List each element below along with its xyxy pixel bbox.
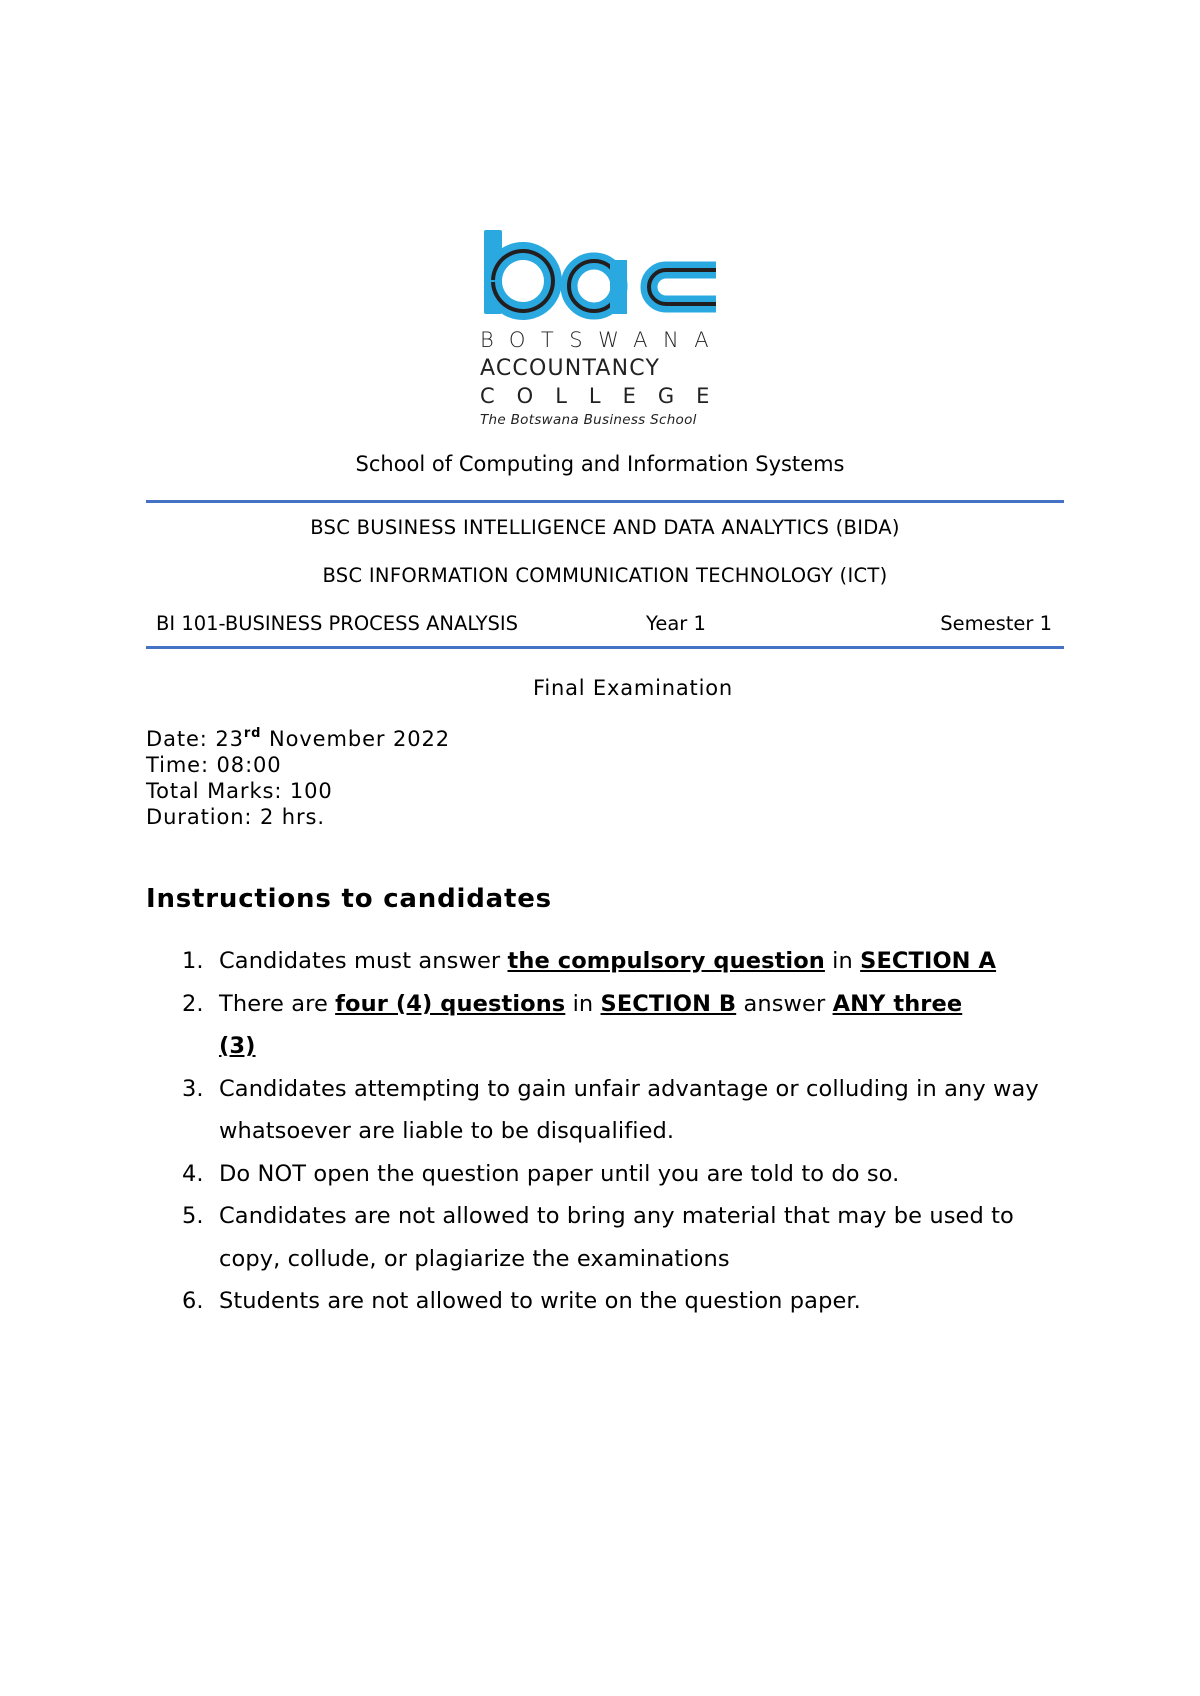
exam-meta <box>146 726 450 830</box>
logo-c-curve <box>649 270 716 304</box>
exam-time: Time: 08:00 <box>146 753 282 777</box>
list-item: 2. There are four (4) questions in SECTION B answer ANY three (3) <box>182 990 963 1059</box>
instructions-heading: Instructions to candidates <box>146 884 552 914</box>
exam-duration: Duration: 2 hrs. <box>146 805 325 829</box>
bottom-divider <box>146 646 1064 649</box>
list-item: 6. Students are not allowed to write on the question paper. <box>182 1288 861 1314</box>
school-name: School of Computing and Information Systems <box>355 452 845 476</box>
course-semester: Semester 1 <box>940 612 1052 635</box>
logo-a-stem <box>610 260 627 314</box>
logo-text-botswana: BOTSWANA <box>480 328 725 352</box>
exam-total-marks: Total Marks: 100 <box>146 779 333 803</box>
logo-text-college: COLLEGE <box>480 384 732 408</box>
course-year: Year 1 <box>646 612 706 635</box>
top-divider <box>146 500 1064 503</box>
logo-text-accountancy: ACCOUNTANCY <box>480 356 661 381</box>
exam-date: Date: 23rd November 2022 <box>146 726 451 751</box>
programme-ict: BSC INFORMATION COMMUNICATION TECHNOLOGY (ICT) <box>322 564 888 587</box>
college-logo <box>476 228 732 428</box>
list-item: 4. Do NOT open the question paper until you are told to do so. <box>182 1160 900 1187</box>
programme-bida: BSC BUSINESS INTELLIGENCE AND DATA ANALYTICS (BIDA) <box>310 516 900 539</box>
logo-tagline: The Botswana Business School <box>480 412 697 428</box>
instructions-list <box>146 940 1076 1323</box>
list-item: 5. Candidates are not allowed to bring any material that may be used to copy, collude, or plagiarize the examinations <box>182 1203 1014 1272</box>
course-code-title: BI 101-BUSINESS PROCESS ANALYSIS <box>156 612 519 635</box>
date-ordinal: rd <box>243 726 262 741</box>
list-item: 3. Candidates attempting to gain unfair advantage or colluding in any way whatsoever are liable to be disqualified. <box>182 1075 1039 1144</box>
exam-title: Final Examination <box>533 676 733 700</box>
bac-logo-icon <box>476 228 721 324</box>
list-item: 1. Candidates must answer the compulsory question in SECTION A <box>182 948 997 974</box>
course-row <box>146 612 1064 640</box>
